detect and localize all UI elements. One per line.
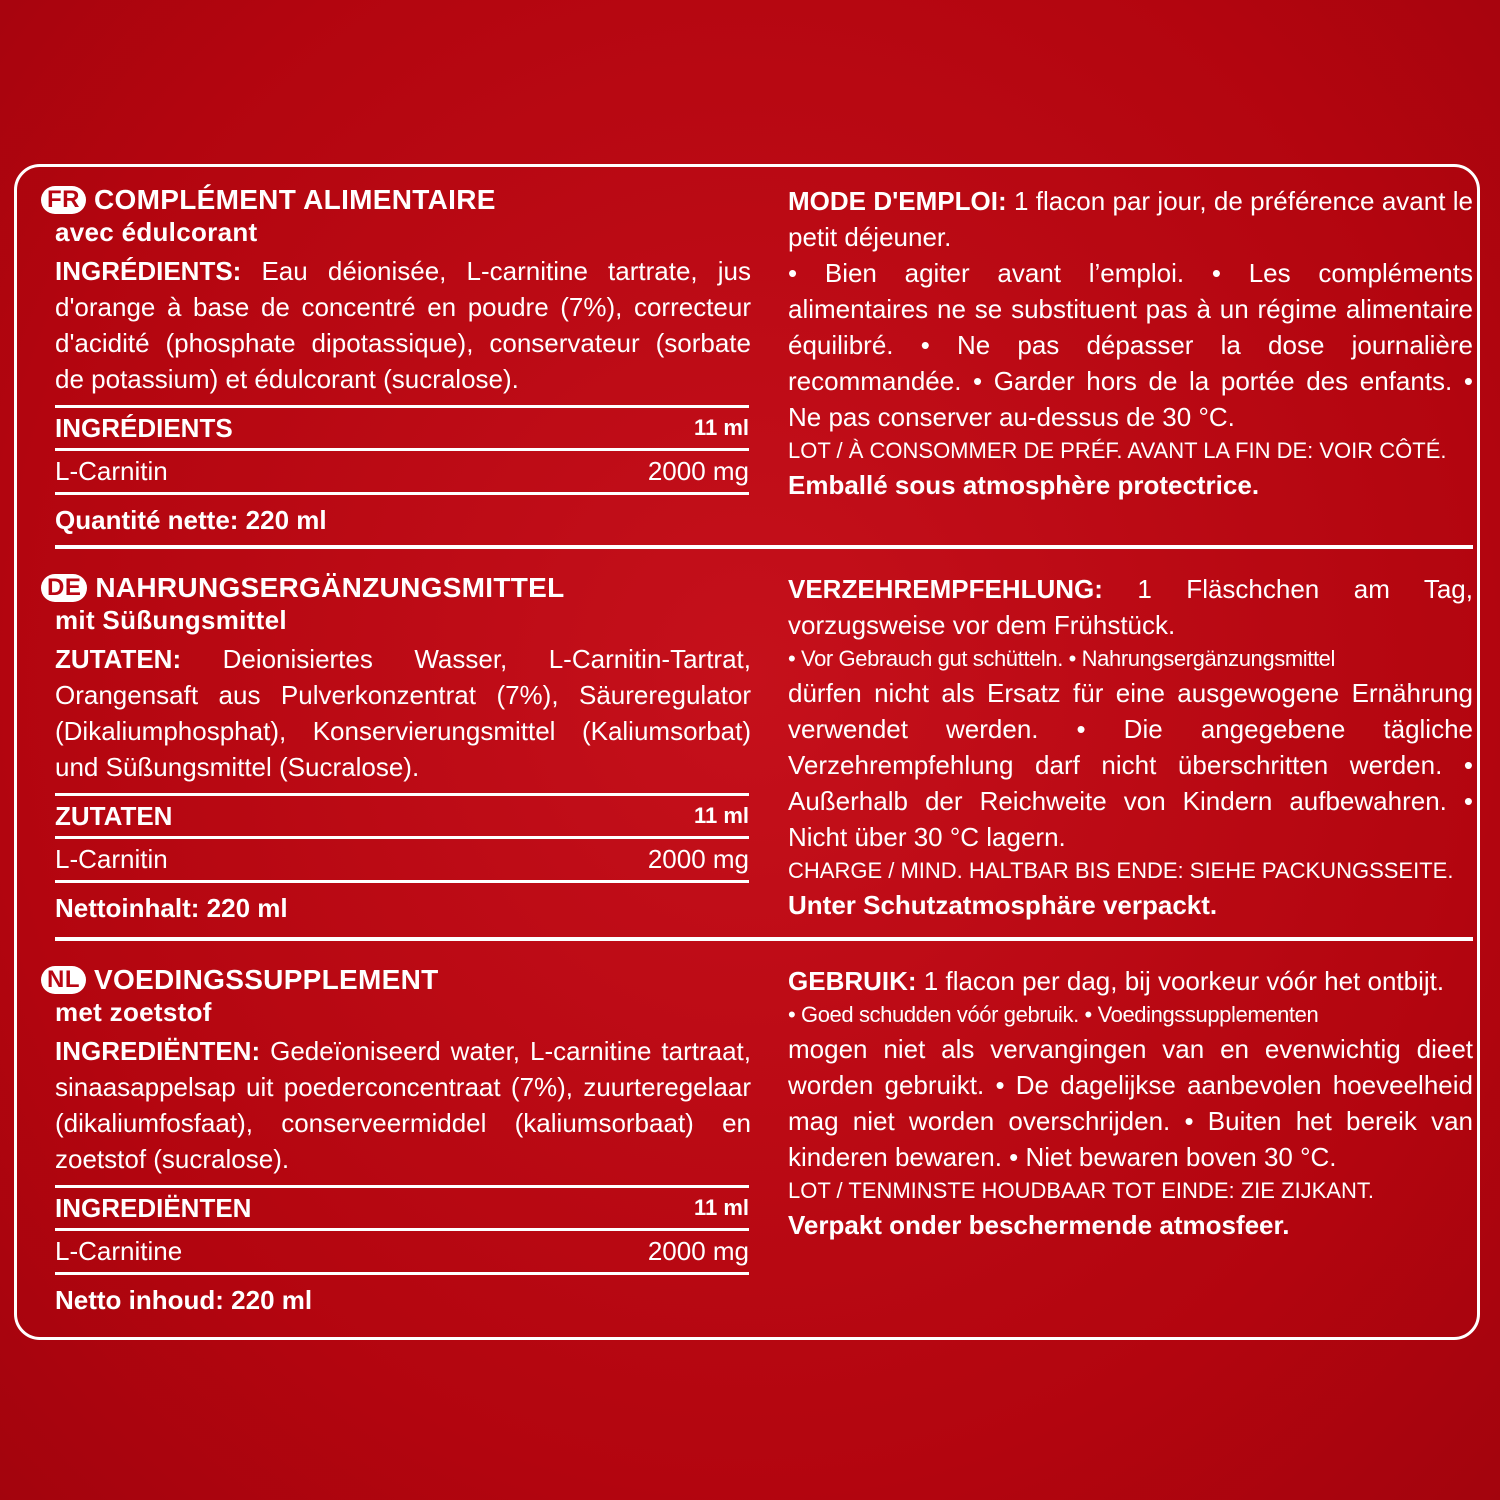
table-item-de: L-Carnitin (55, 844, 168, 874)
packaging-note-fr: Emballé sous atmosphère protectrice. (788, 470, 1260, 500)
table-unit-de: 11 ml (693, 803, 749, 828)
packaging-note-de: Unter Schutzatmosphäre verpackt. (788, 890, 1218, 920)
language-badge-nl: NL (41, 966, 86, 994)
section-nl (47, 963, 1473, 1338)
section-fr (47, 183, 1473, 558)
net-quantity-fr: Quantité nette: 220 ml (55, 505, 327, 535)
lot-info-fr: LOT / À CONSOMMER DE PRÉF. AVANT LA FIN DE: VOIR CÔTÉ. (788, 438, 1447, 463)
warnings-de: dürfen nicht als Ersatz für eine ausgewogene Ernährung verwendet werden. • Die angegebene tägliche Verzehrempfehlung darf nicht überschritten werden. • Außerhalb der Reichweite von Kindern aufbewahren. • Nicht über 30 °C lagern. (788, 678, 1473, 852)
composition-column-nl (47, 963, 751, 1316)
language-badge-fr: FR (41, 186, 86, 214)
nutrition-table-de (55, 793, 749, 883)
usage-text-nl (788, 963, 1473, 999)
ingredients-text-nl (55, 1033, 751, 1177)
section-divider (55, 545, 1473, 549)
nutrition-table-fr (55, 405, 749, 495)
product-subtitle-fr: avec édulcorant (55, 217, 258, 247)
usage-label-de: VERZEHREMPFEHLUNG: (788, 574, 1103, 604)
lot-info-nl: LOT / TENMINSTE HOUDBAAR TOT EINDE: ZIE ZIJKANT. (788, 1178, 1374, 1203)
ingredients-list-nl: Gedeïoniseerd water, L-carnitine tartraat, sinaasappelsap uit poederconcentraat (7%), zuurteregelaar (dikaliumfosfaat), conserveermiddel (kaliumsorbaat) en zoetstof (sucralose). (55, 1036, 751, 1174)
composition-column-de (47, 571, 751, 924)
usage-label-nl: GEBRUIK: (788, 966, 917, 996)
lot-info-de: CHARGE / MIND. HALTBAR BIS ENDE: SIEHE PACKUNGSSEITE. (788, 858, 1454, 883)
warnings-intro-de: • Vor Gebrauch gut schütteln. • Nahrungsergänzungsmittel (788, 646, 1335, 671)
ingredients-text-fr (55, 253, 751, 397)
usage-text-fr (788, 183, 1473, 255)
ingredients-list-fr: Eau déionisée, L-carnitine tartrate, jus d'orange à base de concentré en poudre (7%), correcteur d'acidité (phosphate dipotassique), conservateur (sorbate de potassium) et édulcorant (sucralose). (55, 256, 751, 394)
usage-column-fr (788, 183, 1473, 503)
table-row (55, 1231, 749, 1275)
ingredients-text-de (55, 641, 751, 785)
ingredients-list-de: Deionisiertes Wasser, L-Carnitin-Tartrat, Orangensaft aus Pulverkonzentrat (7%), Säureregulator (Dikaliumphosphat), Konservierungsmittel (Kaliumsorbat) und Süßungsmittel (Sucralose). (55, 644, 751, 782)
table-item-nl: L-Carnitine (55, 1236, 183, 1266)
table-header-nl: INGREDIËNTEN (55, 1192, 252, 1223)
product-subtitle-de: mit Süßungsmittel (55, 605, 287, 635)
warnings-intro-nl: • Goed schudden vóór gebruik. • Voedingssupplementen (788, 1002, 1319, 1027)
product-title-nl: VOEDINGSSUPPLEMENT (94, 964, 439, 995)
warnings-fr: • Bien agiter avant l’emploi. • Les compléments alimentaires ne se substituent pas à un régime alimentaire équilibré. • Ne pas dépasser la dose journalière recommandée. • Garder hors de la portée des enfants. • Ne pas conserver au-dessus de 30 °C. (788, 258, 1473, 432)
table-row (55, 451, 749, 495)
section-de (47, 571, 1473, 946)
usage-column-nl (788, 963, 1473, 1243)
usage-instructions-fr: 1 flacon par jour, de préférence avant le petit déjeuner. (788, 186, 1473, 252)
table-header-fr: INGRÉDIENTS (55, 412, 233, 443)
table-value-fr: 2000 mg (647, 456, 749, 486)
ingredients-label-nl: INGREDIËNTEN: (55, 1036, 261, 1066)
packaging-note-nl: Verpakt onder beschermende atmosfeer. (788, 1210, 1290, 1240)
table-header-de: ZUTATEN (55, 800, 173, 831)
label-panel (14, 164, 1480, 1340)
warnings-nl: mogen niet als vervangingen van en evenwichtig dieet worden gebruikt. • De dagelijkse aanbevolen hoeveelheid mag niet worden overschrijden. • Buiten het bereik van kinderen bewaren. • Niet bewaren boven 30 °C. (788, 1034, 1473, 1172)
language-badge-de: DE (41, 574, 87, 602)
table-unit-nl: 11 ml (693, 1195, 749, 1220)
table-unit-fr: 11 ml (693, 415, 749, 440)
usage-instructions-nl: 1 flacon per dag, bij voorkeur vóór het ontbijt. (916, 966, 1445, 996)
product-title-de: NAHRUNGSERGÄNZUNGSMITTEL (95, 572, 565, 603)
composition-column-fr (47, 183, 751, 536)
usage-label-fr: MODE D'EMPLOI: (788, 186, 1007, 216)
table-value-nl: 2000 mg (647, 1236, 749, 1266)
usage-instructions-de: 1 Fläschchen am Tag, vorzugsweise vor dem Frühstück. (788, 574, 1473, 640)
ingredients-label-fr: INGRÉDIENTS: (55, 256, 242, 286)
product-subtitle-nl: met zoetstof (55, 997, 212, 1027)
nutrition-table-nl (55, 1185, 749, 1275)
table-item-fr: L-Carnitin (55, 456, 168, 486)
net-quantity-nl: Netto inhoud: 220 ml (55, 1285, 313, 1315)
usage-text-de (788, 571, 1473, 643)
product-title-fr: COMPLÉMENT ALIMENTAIRE (94, 184, 496, 215)
net-quantity-de: Nettoinhalt: 220 ml (55, 893, 288, 923)
section-divider (55, 937, 1473, 941)
table-row (55, 839, 749, 883)
usage-column-de (788, 571, 1473, 923)
ingredients-label-de: ZUTATEN: (55, 644, 182, 674)
table-value-de: 2000 mg (647, 844, 749, 874)
